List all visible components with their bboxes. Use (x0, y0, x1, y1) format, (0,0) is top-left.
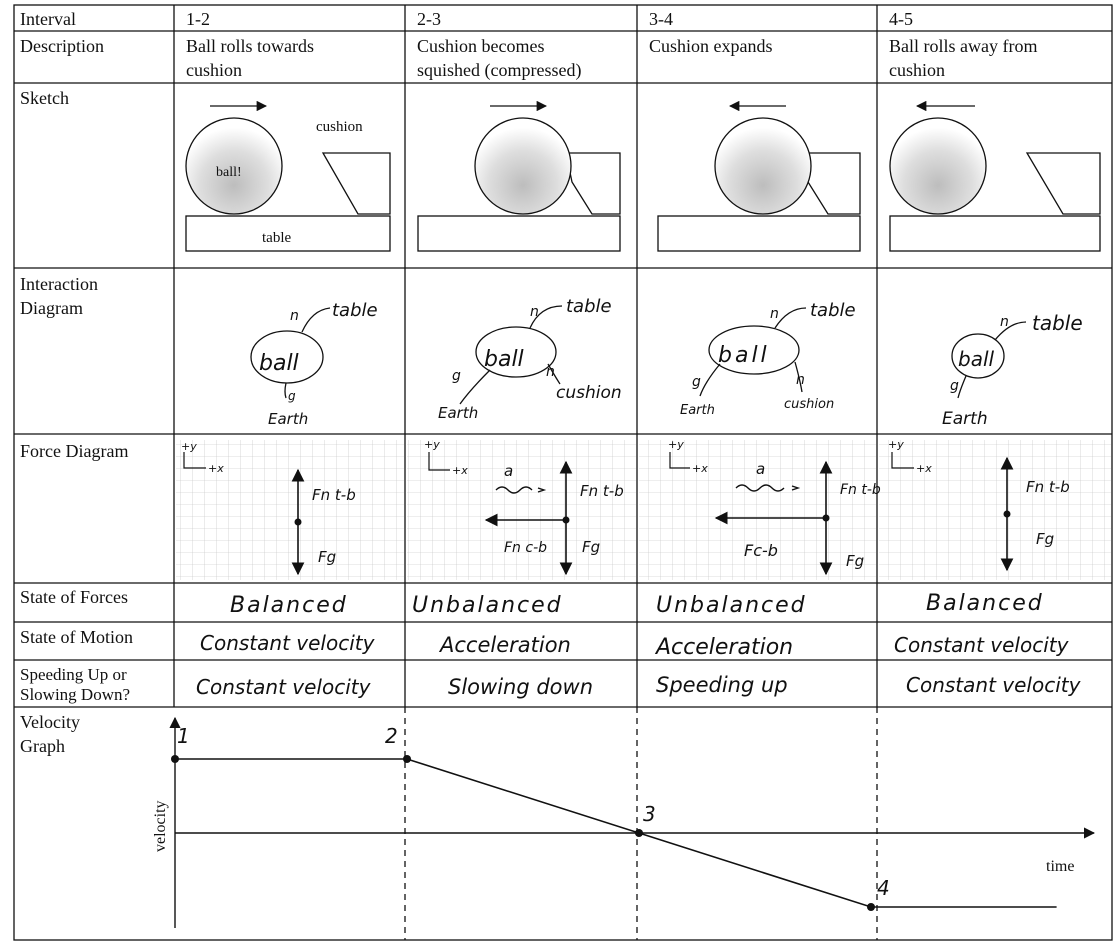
state-of-motion-value: Constant velocity (200, 631, 375, 655)
sketch-1-2 (186, 106, 390, 251)
velocity-point (403, 755, 411, 763)
row-label-state-motion: State of Motion (20, 627, 133, 647)
interval-dividers (405, 707, 877, 940)
description-line: squished (compressed) (417, 60, 582, 80)
velocity-point-label: 1 (177, 724, 190, 748)
row-label-velocity-1: Velocity (20, 712, 80, 732)
row-label-interval: Interval (20, 9, 76, 29)
description-line: cushion (889, 60, 945, 80)
force-label: Fn c-b (504, 540, 548, 556)
force-grid-backgrounds (176, 440, 1111, 580)
sketch-2-3 (418, 106, 620, 251)
agent-label: table (1032, 311, 1083, 335)
axis-x-label: +x (916, 462, 932, 475)
interval-header: 3-4 (649, 9, 673, 29)
table-icon (658, 216, 860, 251)
point-particle-icon (295, 519, 302, 526)
acceleration-label: a (756, 460, 766, 478)
graph-y-label: velocity (152, 800, 169, 852)
point-particle-icon (1004, 511, 1011, 518)
ball-label: ball! (216, 165, 242, 180)
axis-y-label: +y (181, 440, 197, 453)
force-label: Fn t-b (580, 482, 624, 500)
force-label: Fg (582, 538, 601, 556)
force-label: Fg (318, 548, 337, 566)
interaction-diagrams (251, 296, 1083, 429)
force-label: Fg (1036, 530, 1055, 548)
state-of-forces-value: Balanced (926, 591, 1044, 616)
row-label-description: Description (20, 36, 104, 56)
speeding-value: Speeding up (656, 673, 788, 697)
force-label: Fn t-b (312, 486, 356, 504)
interval-header: 1-2 (186, 9, 210, 29)
row-label-velocity-2: Graph (20, 736, 65, 756)
state-of-motion-value: Acceleration (440, 633, 571, 657)
velocity-point (171, 755, 179, 763)
acceleration-label: a (504, 462, 514, 480)
description-line: cushion (186, 60, 242, 80)
interaction-2-3 (438, 296, 622, 422)
force-label: Fg (846, 552, 865, 570)
velocity-point-label: 3 (643, 802, 656, 826)
row-label-state-forces: State of Forces (20, 587, 128, 607)
axis-x-label: +x (208, 462, 224, 475)
link-label: g (452, 368, 461, 384)
agent-label: Earth (438, 404, 479, 422)
row-label-sketch: Sketch (20, 88, 69, 108)
sketch-4-5 (890, 106, 1100, 251)
axis-x-label: +x (692, 462, 708, 475)
link-label: n (796, 372, 805, 388)
row-label-interaction-2: Diagram (20, 298, 83, 318)
point-particle-icon (823, 515, 830, 522)
row-label-speeding-2: Slowing Down? (20, 685, 131, 704)
interval-header: 2-3 (417, 9, 441, 29)
axis-y-label: +y (888, 438, 904, 451)
force-label: Fn t-b (840, 482, 881, 498)
object-label: ball (259, 351, 299, 376)
descriptions (186, 36, 1037, 81)
link-label: n (530, 304, 539, 320)
ball-icon (475, 118, 571, 214)
ball-icon (890, 118, 986, 214)
table-icon (418, 216, 620, 251)
link-label: n (546, 364, 555, 380)
agent-label: Earth (268, 410, 309, 428)
force-label: Fn t-b (1026, 478, 1070, 496)
row-labels (20, 9, 133, 756)
point-particle-icon (563, 517, 570, 524)
state-of-forces-value: Balanced (230, 593, 348, 618)
velocity-point (635, 829, 643, 837)
object-label: ball (718, 343, 770, 368)
object-label: ball (958, 347, 995, 371)
interaction-1-2 (251, 300, 378, 428)
interval-header: 4-5 (889, 9, 913, 29)
table-icon (890, 216, 1100, 251)
agent-label: Earth (680, 403, 715, 418)
answer-rows (196, 591, 1082, 699)
sketch-3-4 (658, 106, 860, 251)
velocity-point-label: 4 (877, 876, 890, 900)
speeding-value: Constant velocity (196, 675, 371, 699)
link-label: g (950, 378, 959, 394)
description-line: Cushion becomes (417, 36, 545, 56)
velocity-point-label: 2 (385, 724, 398, 748)
velocity-point (867, 903, 875, 911)
agent-label: table (566, 296, 612, 317)
object-label: ball (484, 347, 524, 372)
sketch-cells (186, 106, 1100, 251)
graph-x-label: time (1046, 858, 1075, 875)
link-label: n (770, 306, 779, 322)
speeding-value: Slowing down (448, 675, 594, 699)
agent-label: table (332, 300, 378, 321)
row-label-speeding-1: Speeding Up or (20, 665, 127, 684)
interaction-4-5 (942, 311, 1083, 429)
cushion-icon (1027, 153, 1100, 214)
ball-icon (715, 118, 811, 214)
state-of-forces-value: Unbalanced (656, 593, 807, 618)
interval-headers (186, 9, 913, 29)
force-label: Fc-b (744, 541, 778, 560)
link-label: n (1000, 314, 1009, 330)
cushion-icon (323, 153, 390, 214)
agent-label: Earth (942, 409, 988, 429)
description-line: Ball rolls away from (889, 36, 1038, 56)
cushion-label: cushion (316, 119, 363, 135)
description-line: Ball rolls towards (186, 36, 314, 56)
row-label-interaction-1: Interaction (20, 274, 98, 294)
description-line: Cushion expands (649, 36, 773, 56)
interaction-3-4 (680, 300, 856, 418)
agent-label: table (810, 300, 856, 321)
axis-y-label: +y (668, 438, 684, 451)
link-label: g (692, 374, 701, 390)
state-of-motion-value: Constant velocity (894, 633, 1069, 657)
speeding-value: Constant velocity (906, 673, 1081, 697)
cushion-icon (566, 153, 620, 214)
velocity-series (171, 724, 1057, 911)
agent-label: cushion (556, 383, 622, 403)
state-of-forces-value: Unbalanced (412, 593, 563, 618)
row-label-force: Force Diagram (20, 441, 129, 461)
table-label: table (262, 230, 292, 246)
axis-y-label: +y (424, 438, 440, 451)
link-label: g (288, 389, 296, 403)
state-of-motion-value: Acceleration (656, 635, 794, 660)
agent-label: cushion (784, 397, 835, 412)
axis-x-label: +x (452, 464, 468, 477)
link-label: n (290, 308, 299, 324)
velocity-graph (152, 707, 1094, 940)
